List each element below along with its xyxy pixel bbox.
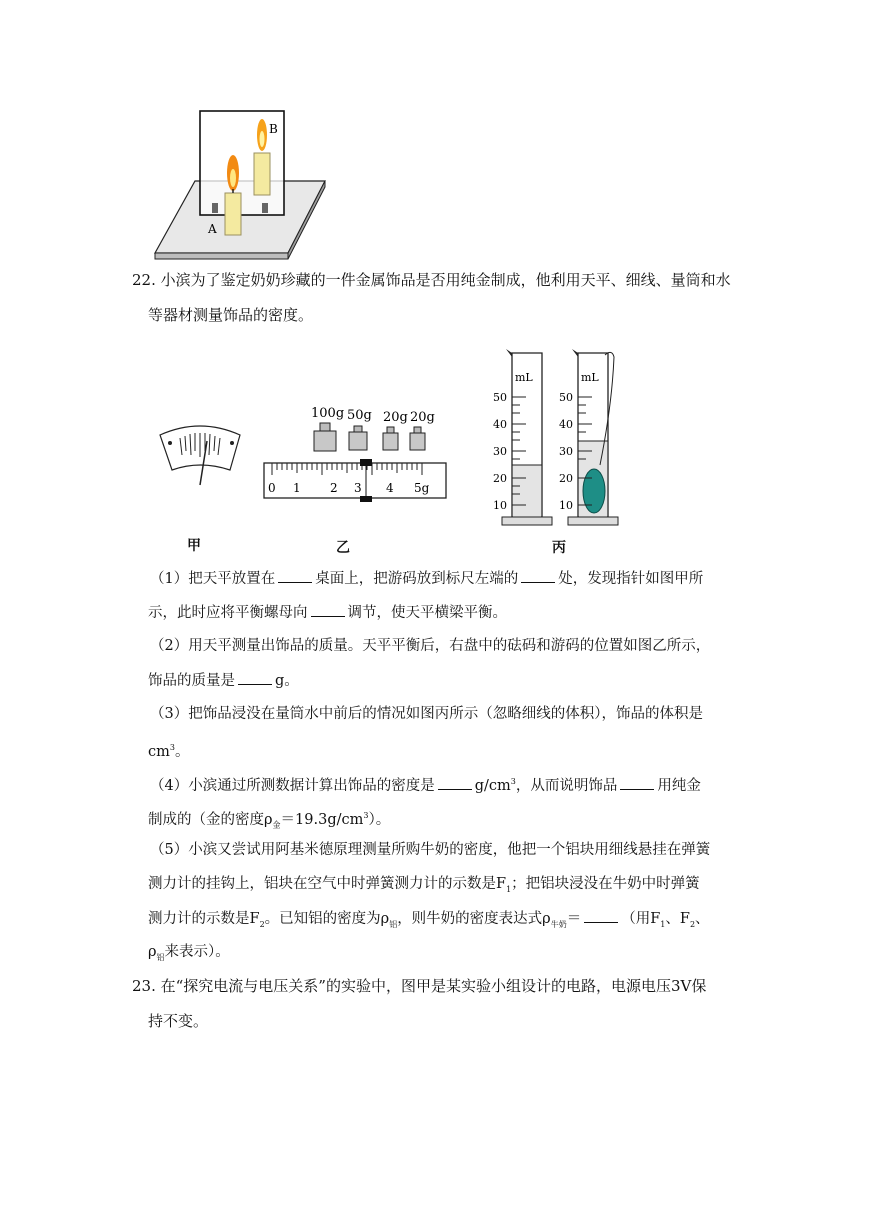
sub1-t3: 处，发现指针如图甲所 bbox=[558, 571, 704, 587]
sub1-t4: 示，此时应将平衡螺母向 bbox=[148, 605, 308, 621]
cyl1-unit: mL bbox=[515, 371, 533, 384]
label-b: B bbox=[269, 122, 278, 136]
sub5-t2-sub: 1 bbox=[506, 884, 512, 894]
sub4-t3: ，从而说明饰品 bbox=[515, 777, 618, 794]
sub5-t2: 测力计的挂钩上，铝块在空气中时弹簧测力计的示数是F bbox=[148, 876, 507, 892]
sub4-t6-sup: 3 bbox=[363, 811, 369, 820]
measurement-figure bbox=[150, 345, 660, 560]
caption-yi: 乙 bbox=[336, 540, 350, 556]
cyl1-40: 40 bbox=[493, 418, 507, 431]
sub1-t1: （1）把天平放置在 bbox=[150, 571, 276, 587]
pointer-scale bbox=[160, 426, 240, 485]
sub5-t6: ，则牛奶的密度表达式ρ bbox=[397, 911, 551, 927]
cyl2-10: 10 bbox=[559, 499, 573, 512]
cyl1-20: 20 bbox=[493, 472, 507, 485]
sub5-t10: 、 bbox=[695, 911, 710, 927]
ruler-tick-5g: 5g bbox=[414, 481, 430, 495]
sub5-t11: ρ bbox=[148, 944, 157, 960]
sub2-t2: 饰品的质量是 bbox=[148, 673, 235, 689]
q22-text1: 小滨为了鉴定奶奶珍藏的一件金属饰品是否用纯金制成，他利用天平、细线、量筒和水 bbox=[160, 271, 731, 289]
sub5-t8-sub: 1 bbox=[660, 919, 666, 929]
sub1-t5: 调节，使天平横梁平衡。 bbox=[347, 605, 507, 621]
sub5-t9: 、F bbox=[665, 911, 690, 927]
cyl2-40: 40 bbox=[559, 418, 573, 431]
sub1-line1 bbox=[150, 568, 703, 589]
sub4-t7: ）。 bbox=[368, 811, 391, 828]
sub4-line1 bbox=[150, 772, 701, 796]
sub4-t2-sup: 3 bbox=[510, 777, 516, 786]
sub4-line2 bbox=[148, 806, 390, 836]
sub2-t3: g。 bbox=[275, 673, 299, 689]
cyl2-50: 50 bbox=[559, 391, 573, 404]
answer-blank bbox=[521, 568, 555, 583]
cyl2-20: 20 bbox=[559, 472, 573, 485]
q23-text2: 持不变。 bbox=[148, 1012, 209, 1030]
cyl1-50: 50 bbox=[493, 391, 507, 404]
sub5-t9-sub: 2 bbox=[689, 919, 696, 929]
sub2-line2 bbox=[148, 670, 299, 691]
sub5-t6-sub: 牛奶 bbox=[550, 919, 567, 929]
sub3-t2-sup: 3 bbox=[169, 743, 175, 752]
sub4-t1: （4）小滨通过所测数据计算出饰品的密度是 bbox=[150, 777, 435, 794]
sub5-t1: （5）小滨又尝试用阿基米德原理测量所购牛奶的密度，他把一个铝块用细线悬挂在弹簧 bbox=[150, 842, 711, 858]
q22-number: 22. bbox=[132, 271, 156, 289]
sub5-t8: （用F bbox=[621, 911, 661, 927]
sub5-t5-sub: 铝 bbox=[389, 919, 398, 929]
cyl2-30: 30 bbox=[559, 445, 573, 458]
weight-20g-label-1: 20g bbox=[383, 410, 408, 425]
q23-text1: 在“探究电流与电压关系”的实验中，图甲是某实验小组设计的电路，电源电压3V保 bbox=[160, 977, 707, 995]
sub4-t4: 用纯金 bbox=[657, 777, 701, 794]
sub5-line2 bbox=[148, 874, 700, 900]
label-a: A bbox=[208, 222, 217, 236]
sub3-t1: （3）把饰品浸没在量筒水中前后的情况如图丙所示（忽略细线的体积），饰品的体积是 bbox=[150, 706, 703, 722]
q23-number: 23. bbox=[132, 977, 156, 995]
q23-line1 bbox=[132, 976, 706, 996]
cylinder-before bbox=[493, 349, 552, 525]
ruler-tick-2: 2 bbox=[330, 481, 338, 495]
weight-50g-label: 50g bbox=[347, 408, 372, 423]
sub3-t2: cm bbox=[148, 743, 170, 760]
cyl1-10: 10 bbox=[493, 499, 507, 512]
q22-line1 bbox=[132, 270, 731, 290]
caption-bing: 丙 bbox=[552, 540, 566, 556]
sub5-line3 bbox=[148, 908, 710, 935]
sub5-t4-sub: 2 bbox=[259, 919, 265, 929]
sub4-t5: 制成的（金的密度ρ bbox=[148, 811, 273, 828]
sub5-t12: 来表示）。 bbox=[164, 944, 230, 960]
sub5-t11-sub: 铝 bbox=[156, 952, 165, 962]
sub1-line2 bbox=[148, 602, 507, 623]
cylinder-after bbox=[559, 349, 618, 525]
sub3-line2 bbox=[148, 738, 189, 762]
answer-blank bbox=[584, 908, 618, 923]
answer-blank bbox=[620, 775, 654, 790]
ruler-tick-3: 3 bbox=[354, 481, 362, 495]
ruler-tick-1: 1 bbox=[293, 481, 301, 495]
answer-blank bbox=[278, 568, 312, 583]
sub5-t3: ；把铝块浸没在牛奶中时弹簧 bbox=[511, 876, 700, 892]
answer-blank bbox=[311, 602, 345, 617]
sub2-t1: （2）用天平测量出饰品的质量。天平平衡后，右盘中的砝码和游码的位置如图乙所示， bbox=[150, 638, 711, 654]
ruler-tick-0: 0 bbox=[268, 481, 276, 495]
sub5-line4 bbox=[148, 942, 230, 968]
weight-100g-label: 100g bbox=[311, 406, 345, 421]
sub5-t5: 。已知铝的密度为ρ bbox=[264, 911, 390, 927]
weights bbox=[311, 406, 435, 451]
q22-text2: 等器材测量饰品的密度。 bbox=[148, 306, 314, 324]
balance-ruler bbox=[264, 459, 446, 502]
answer-blank bbox=[438, 775, 472, 790]
answer-blank bbox=[238, 670, 272, 685]
weight-20g-label-2: 20g bbox=[410, 410, 435, 425]
sub4-t5-sub: 金 bbox=[272, 820, 281, 830]
caption-jia: 甲 bbox=[187, 538, 201, 554]
cyl2-unit: mL bbox=[581, 371, 599, 384]
cyl1-30: 30 bbox=[493, 445, 507, 458]
sub1-t2: 桌面上，把游码放到标尺左端的 bbox=[315, 571, 519, 587]
sub4-t6: ＝19.3g/cm bbox=[280, 811, 364, 828]
candle-mirror-figure bbox=[150, 105, 335, 265]
ruler-tick-4: 4 bbox=[386, 481, 394, 495]
sub4-t2: g/cm bbox=[474, 777, 511, 794]
sub5-t7: ＝ bbox=[566, 911, 582, 927]
sub5-t4: 测力计的示数是F bbox=[148, 911, 260, 927]
sub3-t3: 。 bbox=[174, 743, 190, 760]
